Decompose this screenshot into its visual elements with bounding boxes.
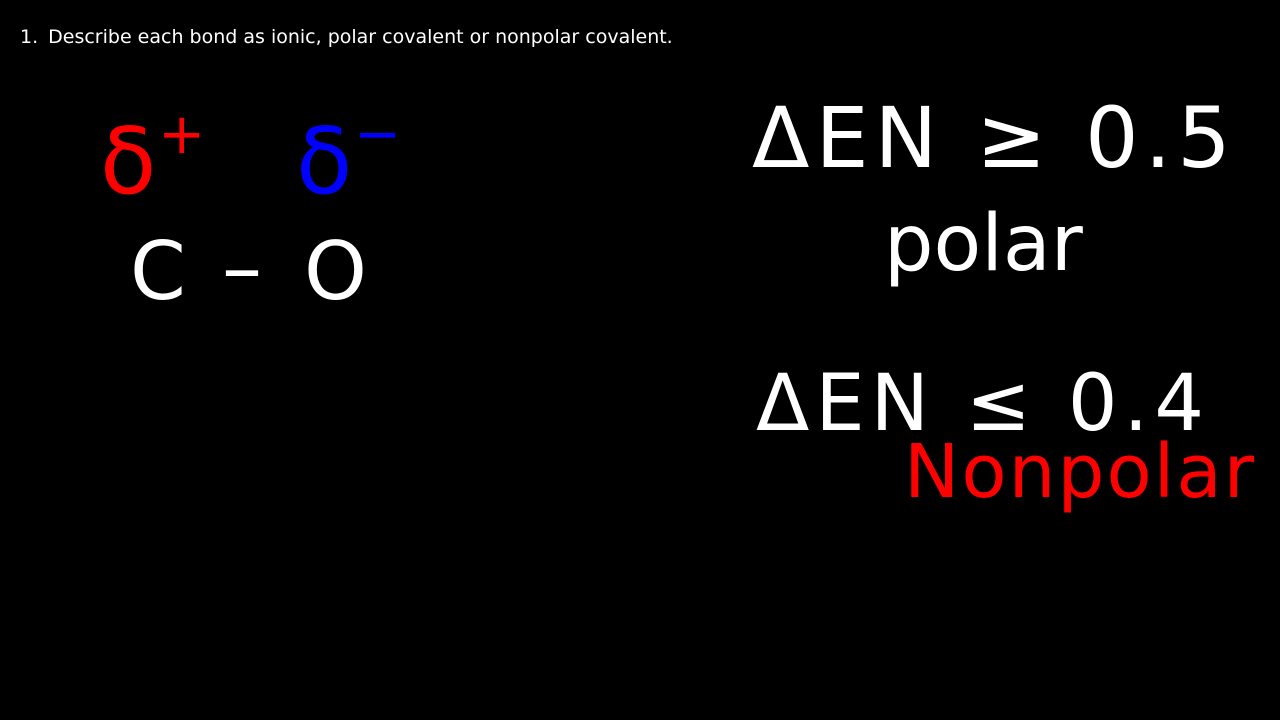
delta-symbol-negative: δ (296, 108, 353, 215)
question-prompt (20, 26, 673, 48)
question-number: 1. (20, 26, 39, 48)
polar-condition: ΔEN ≥ 0.5 (752, 89, 1237, 187)
question-text: Describe each bond as ionic, polar covalent or nonpolar covalent. (48, 26, 673, 48)
negative-sign: − (354, 102, 402, 167)
polar-label: polar (884, 199, 1083, 289)
partial-positive-charge (100, 102, 206, 215)
positive-sign: + (158, 102, 206, 167)
atom-oxygen: O (304, 225, 367, 318)
single-bond: – (222, 221, 262, 314)
delta-symbol-positive: δ (100, 108, 157, 215)
atom-carbon: C (130, 225, 186, 318)
partial-negative-charge (296, 102, 402, 215)
nonpolar-condition: ΔEN ≤ 0.4 (756, 359, 1210, 449)
nonpolar-label: Nonpolar (904, 429, 1257, 515)
